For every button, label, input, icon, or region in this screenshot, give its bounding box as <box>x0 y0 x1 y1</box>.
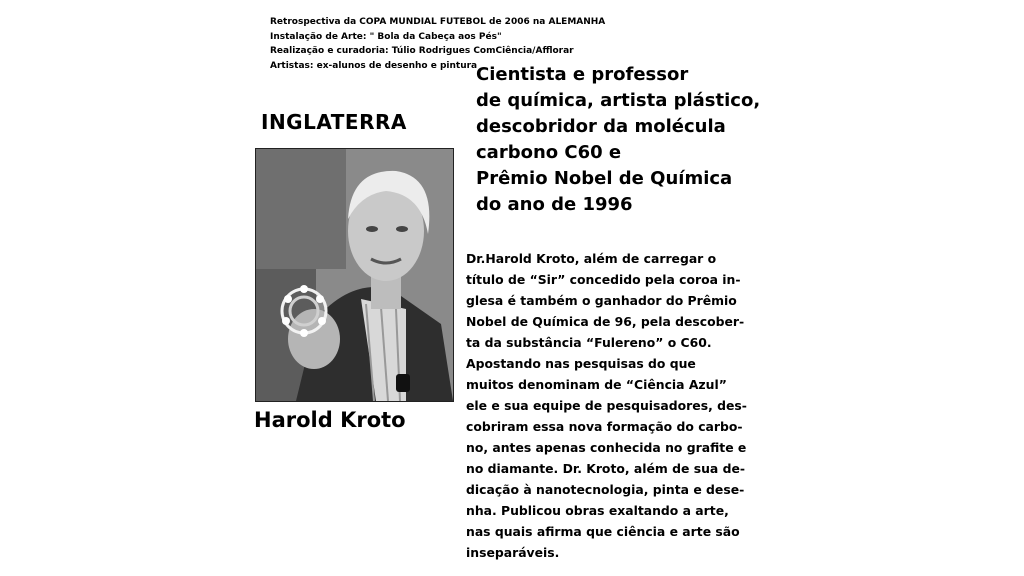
body-line: Nobel de Química de 96, pela descober- <box>466 314 745 329</box>
header-line: Artistas: ex-alunos de desenho e pintura <box>270 60 478 71</box>
header-line: Realização e curadoria: Túlio Rodrigues ComCiência/Afflorar <box>270 46 574 56</box>
subtitle-line: de química, artista plástico, <box>476 90 761 111</box>
biography-text <box>466 248 786 563</box>
body-line: glesa é também o ganhador do Prêmio <box>466 293 737 308</box>
body-line: dicação à nanotecnologia, pinta e dese- <box>466 482 745 497</box>
body-line: ta da substância “Fulereno” o C60. <box>466 335 712 350</box>
body-line: no diamante. Dr. Kroto, além de sua de- <box>466 461 746 476</box>
portrait-illustration <box>256 149 453 401</box>
subtitle-line: do ano de 1996 <box>476 194 633 215</box>
header-line: Retrospectiva da COPA MUNDIAL FUTEBOL de 2006 na ALEMANHA <box>270 17 606 27</box>
body-line: muitos denominam de “Ciência Azul” <box>466 377 727 392</box>
subtitle-line: carbono C60 e <box>476 142 622 163</box>
body-line: ele e sua equipe de pesquisadores, des- <box>466 398 747 413</box>
body-line: título de “Sir” concedido pela coroa in- <box>466 272 741 287</box>
subtitle-block <box>476 62 776 218</box>
person-name: Harold Kroto <box>254 408 406 432</box>
body-line: nas quais afirma que ciência e arte são <box>466 524 740 539</box>
body-line: Apostando nas pesquisas do que <box>466 356 696 371</box>
body-line: Dr.Harold Kroto, além de carregar o <box>466 251 717 266</box>
country-title: INGLATERRA <box>261 110 407 134</box>
body-line: inseparáveis. <box>466 545 560 560</box>
body-line: cobriram essa nova formação do carbo- <box>466 419 743 434</box>
subtitle-line: Prêmio Nobel de Química <box>476 168 733 189</box>
subtitle-line: Cientista e professor <box>476 64 689 85</box>
body-line: nha. Publicou obras exaltando a arte, <box>466 503 729 518</box>
subtitle-line: descobridor da molécula <box>476 116 726 137</box>
body-line: no, antes apenas conhecida no grafite e <box>466 440 747 455</box>
header-line: Instalação de Arte: " Bola da Cabeça aos Pés" <box>270 31 502 42</box>
portrait-photo <box>255 148 454 402</box>
